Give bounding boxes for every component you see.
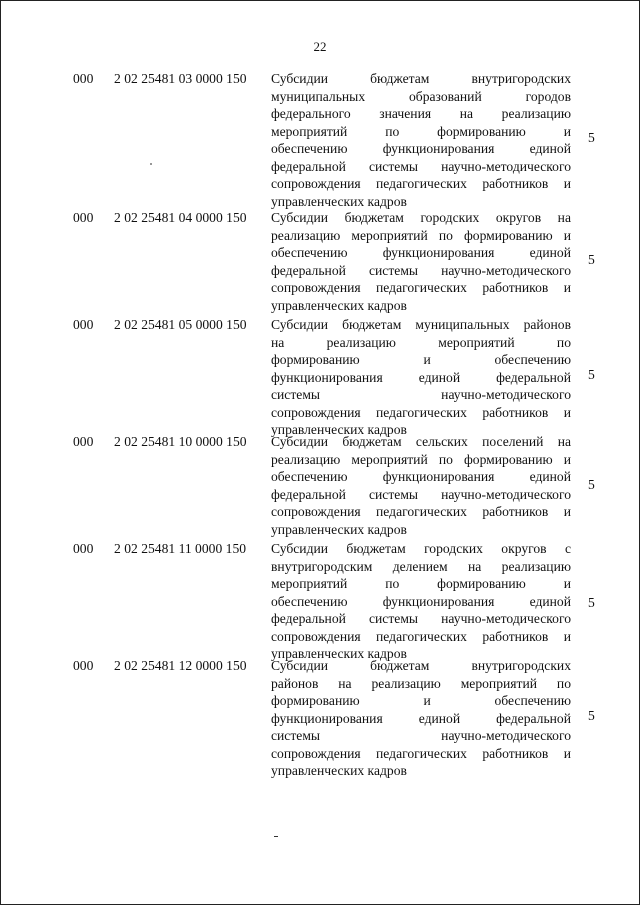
description-line: Субсидии бюджетам сельских поселений на bbox=[271, 434, 571, 449]
description-line: Субсидии бюджетам городских округов с bbox=[271, 541, 571, 556]
admin-code: 000 bbox=[73, 71, 94, 86]
amount-value: 5 bbox=[588, 367, 595, 382]
description-line: сопровождения педагогических работников и bbox=[271, 504, 571, 519]
budget-classification-code: 2 02 25481 12 0000 150 bbox=[114, 658, 247, 673]
description-line: Субсидии бюджетам внутригородских bbox=[271, 71, 571, 86]
revenue-description bbox=[271, 209, 571, 314]
amount-value: 5 bbox=[588, 595, 595, 610]
description-line: сопровождения педагогических работников и bbox=[271, 628, 571, 644]
description-line: Субсидии бюджетам городских округов на bbox=[271, 210, 571, 225]
scan-speck bbox=[150, 163, 152, 165]
description-line: системы научно-методического bbox=[271, 387, 571, 402]
description-line: формированию и обеспечению bbox=[271, 693, 571, 708]
page-number: 22 bbox=[313, 39, 327, 54]
description-line: сопровождения педагогических работников и bbox=[271, 176, 571, 191]
budget-classification-code: 2 02 25481 03 0000 150 bbox=[114, 71, 247, 86]
description-line: федеральной системы научно-методического bbox=[271, 611, 571, 626]
amount-value: 5 bbox=[588, 130, 595, 145]
description-line: функционирования единой федеральной bbox=[271, 369, 571, 385]
admin-code: 000 bbox=[73, 434, 94, 449]
description-line: обеспечению функционирования единой bbox=[271, 593, 571, 609]
description-line: управленческих кадров bbox=[271, 763, 407, 778]
amount-value: 5 bbox=[588, 708, 595, 723]
description-line: сопровождения педагогических работников и bbox=[271, 745, 571, 761]
revenue-description bbox=[271, 70, 571, 210]
description-line: управленческих кадров bbox=[271, 297, 407, 313]
description-line: мероприятий по формированию и bbox=[271, 576, 571, 591]
footer-mark bbox=[274, 836, 278, 837]
description-line: обеспечению функционирования единой bbox=[271, 245, 571, 260]
description-line: управленческих кадров bbox=[271, 521, 407, 537]
budget-classification-code: 2 02 25481 05 0000 150 bbox=[114, 317, 247, 332]
description-line: сопровождения педагогических работников и bbox=[271, 280, 571, 295]
revenue-description bbox=[271, 657, 571, 780]
description-line: сопровождения педагогических работников и bbox=[271, 404, 571, 420]
admin-code: 000 bbox=[73, 210, 94, 225]
description-line: системы научно-методического bbox=[271, 728, 571, 743]
description-line: формированию и обеспечению bbox=[271, 352, 571, 367]
budget-classification-code: 2 02 25481 11 0000 150 bbox=[114, 541, 247, 556]
description-line: реализацию мероприятий по формированию и bbox=[271, 451, 571, 467]
description-line: функционирования единой федеральной bbox=[271, 710, 571, 726]
description-line: обеспечению функционирования единой bbox=[271, 469, 571, 484]
description-line: управленческих кадров bbox=[271, 193, 407, 209]
description-line: Субсидии бюджетам внутригородских bbox=[271, 658, 571, 673]
amount-value: 5 bbox=[588, 477, 595, 492]
description-line: управленческих кадров bbox=[271, 646, 407, 661]
description-line: муниципальных образований городов bbox=[271, 88, 571, 104]
description-line: федерального значения на реализацию bbox=[271, 106, 571, 121]
description-line: федеральной системы научно-методического bbox=[271, 486, 571, 502]
revenue-description bbox=[271, 433, 571, 538]
amount-value: 5 bbox=[588, 252, 595, 267]
revenue-description bbox=[271, 540, 571, 663]
description-line: на реализацию мероприятий по bbox=[271, 334, 571, 350]
description-line: реализацию мероприятий по формированию и bbox=[271, 227, 571, 243]
description-line: Субсидии бюджетам муниципальных районов bbox=[271, 317, 571, 332]
description-line: районов на реализацию мероприятий по bbox=[271, 675, 571, 691]
description-line: федеральной системы научно-методического bbox=[271, 158, 571, 174]
admin-code: 000 bbox=[73, 317, 94, 332]
description-line: федеральной системы научно-методического bbox=[271, 262, 571, 278]
description-line: мероприятий по формированию и bbox=[271, 123, 571, 139]
description-line: внутригородским делением на реализацию bbox=[271, 558, 571, 574]
description-line: управленческих кадров bbox=[271, 422, 407, 437]
admin-code: 000 bbox=[73, 541, 94, 556]
admin-code: 000 bbox=[73, 658, 94, 673]
description-line: обеспечению функционирования единой bbox=[271, 141, 571, 156]
budget-classification-code: 2 02 25481 10 0000 150 bbox=[114, 434, 247, 449]
revenue-description bbox=[271, 316, 571, 439]
budget-classification-code: 2 02 25481 04 0000 150 bbox=[114, 210, 247, 225]
